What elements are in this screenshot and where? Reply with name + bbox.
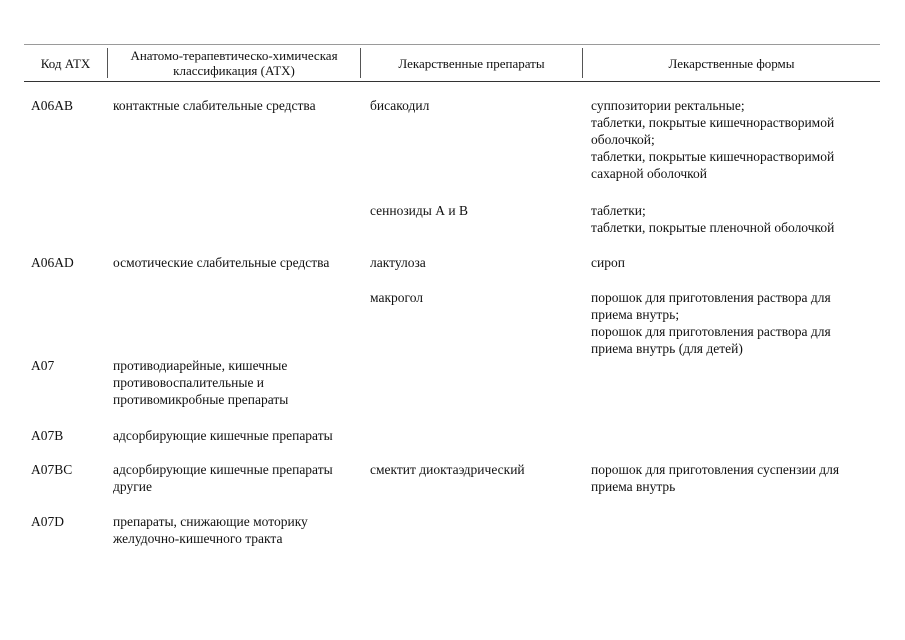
dosage-form-cell-line: приема внутрь; bbox=[591, 307, 680, 322]
dosage-form-cell-line: таблетки, покрытые пленочной оболочкой bbox=[591, 220, 835, 235]
header-classification-line-1: Анатомо-терапевтическо-химическая bbox=[130, 48, 338, 63]
classification-cell-line: желудочно-кишечного тракта bbox=[113, 531, 283, 546]
drug-cell bbox=[370, 289, 423, 306]
dosage-form-cell-line: порошок для приготовления раствора для bbox=[591, 290, 831, 305]
classification-cell-line: противовоспалительные и bbox=[113, 375, 265, 390]
classification-cell-line: контактные слабительные средства bbox=[113, 98, 316, 113]
classification-cell-line: адсорбирующие кишечные препараты bbox=[113, 462, 333, 477]
header-classification bbox=[108, 45, 360, 81]
dosage-form-cell-line: сироп bbox=[591, 255, 625, 270]
dosage-form-cell-line: приема внутрь bbox=[591, 479, 676, 494]
classification-cell bbox=[113, 461, 333, 495]
dosage-form-cell-line: таблетки, покрытые кишечнорастворимой bbox=[591, 149, 835, 164]
atc-code-cell bbox=[31, 97, 73, 114]
table-header bbox=[24, 44, 880, 82]
header-drugs-label: Лекарственные препараты bbox=[398, 55, 545, 71]
classification-cell bbox=[113, 513, 308, 547]
dosage-form-cell-line: сахарной оболочкой bbox=[591, 166, 708, 181]
classification-cell-line: другие bbox=[113, 479, 152, 494]
atc-code-cell bbox=[31, 427, 63, 444]
dosage-form-cell-line: порошок для приготовления суспензии для bbox=[591, 462, 840, 477]
dosage-form-cell bbox=[591, 202, 834, 236]
atc-code-cell-text: A07 bbox=[31, 358, 55, 373]
dosage-form-cell-line: оболочкой; bbox=[591, 132, 655, 147]
drug-cell bbox=[370, 461, 525, 478]
dosage-form-cell bbox=[591, 254, 625, 271]
dosage-form-cell-line: порошок для приготовления раствора для bbox=[591, 324, 831, 339]
classification-cell bbox=[113, 427, 333, 444]
dosage-form-cell bbox=[591, 461, 839, 495]
atc-table bbox=[24, 44, 880, 82]
drug-cell bbox=[370, 202, 468, 219]
dosage-form-cell bbox=[591, 289, 831, 357]
atc-code-cell-text: A07B bbox=[31, 428, 64, 443]
dosage-form-cell-line: таблетки, покрытые кишечнорастворимой bbox=[591, 115, 835, 130]
classification-cell bbox=[113, 357, 288, 408]
header-classification-line-2: классификация (АТХ) bbox=[173, 63, 295, 78]
header-classification-label bbox=[130, 48, 337, 78]
header-code-label: Код АТХ bbox=[40, 55, 91, 71]
dosage-form-cell-line: суппозитории ректальные; bbox=[591, 98, 745, 113]
drug-cell-line: макрогол bbox=[370, 290, 424, 305]
header-drugs bbox=[361, 45, 582, 81]
classification-cell-line: противомикробные препараты bbox=[113, 392, 289, 407]
header-forms-label: Лекарственные формы bbox=[668, 55, 795, 71]
drug-cell-line: бисакодил bbox=[370, 98, 430, 113]
drug-cell bbox=[370, 254, 426, 271]
atc-code-cell bbox=[31, 357, 54, 374]
atc-code-cell-text: A07D bbox=[31, 514, 64, 529]
classification-cell-line: противодиарейные, кишечные bbox=[113, 358, 288, 373]
drug-cell bbox=[370, 97, 429, 114]
classification-cell-line: адсорбирующие кишечные препараты bbox=[113, 428, 333, 443]
drug-cell-line: сеннозиды А и В bbox=[370, 203, 468, 218]
atc-code-cell bbox=[31, 461, 72, 478]
atc-code-cell-text: A06AD bbox=[31, 255, 74, 270]
classification-cell-line: осмотические слабительные средства bbox=[113, 255, 330, 270]
dosage-form-cell-line: таблетки; bbox=[591, 203, 646, 218]
dosage-form-cell bbox=[591, 97, 834, 182]
classification-cell-line: препараты, снижающие моторику bbox=[113, 514, 308, 529]
drug-cell-line: лактулоза bbox=[370, 255, 426, 270]
header-code bbox=[24, 45, 107, 81]
atc-code-cell bbox=[31, 513, 64, 530]
classification-cell bbox=[113, 254, 329, 271]
drug-cell-line: смектит диоктаэдрический bbox=[370, 462, 525, 477]
atc-code-cell bbox=[31, 254, 74, 271]
atc-code-cell-text: A07BC bbox=[31, 462, 73, 477]
dosage-form-cell-line: приема внутрь (для детей) bbox=[591, 341, 743, 356]
header-forms bbox=[583, 45, 880, 81]
atc-code-cell-text: A06AB bbox=[31, 98, 74, 113]
classification-cell bbox=[113, 97, 316, 114]
